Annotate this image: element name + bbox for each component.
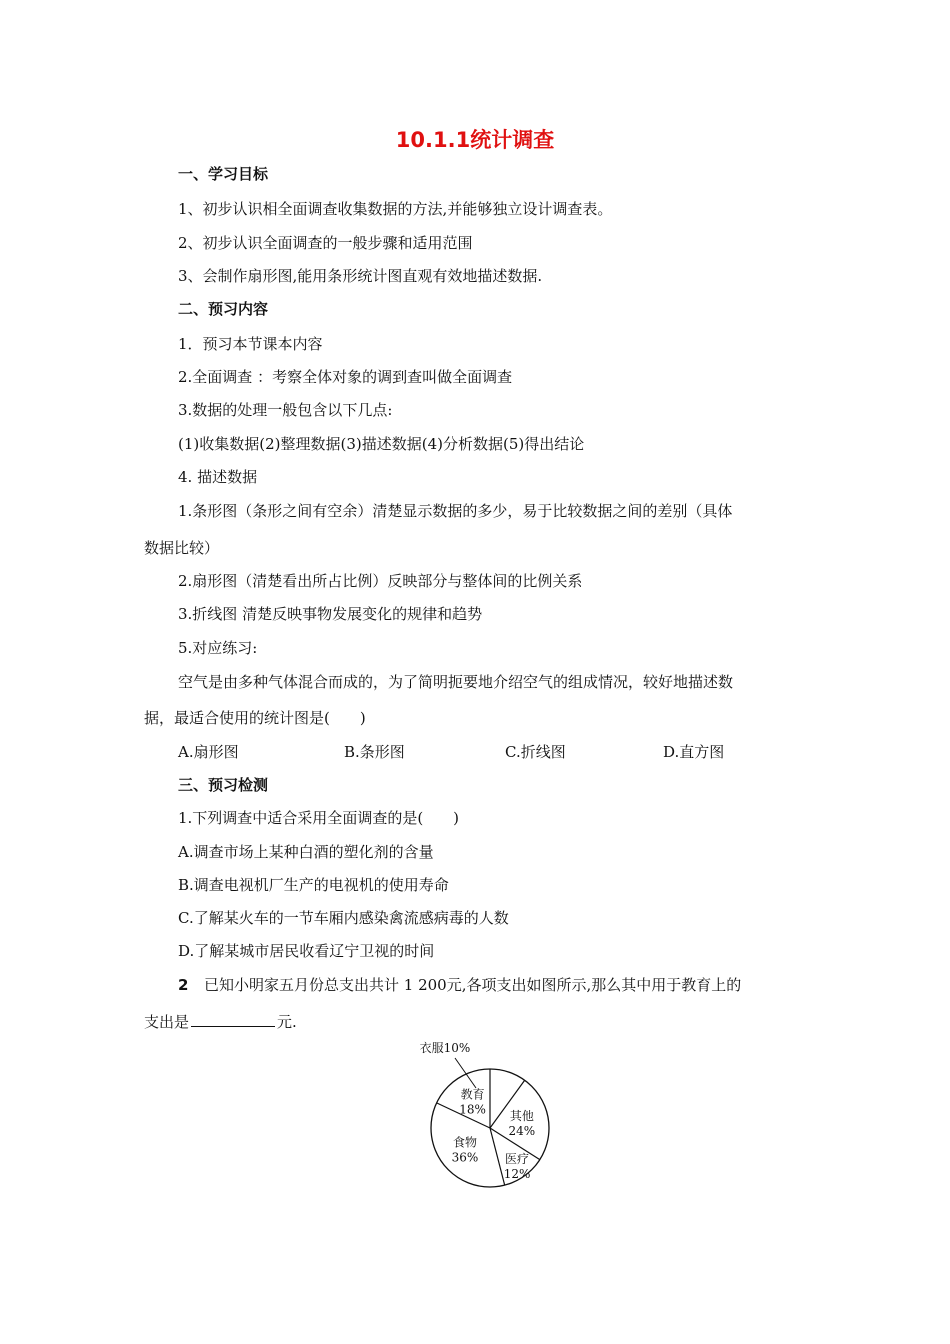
preview-line-6: 1.条形图（条形之间有空余）清楚显示数据的多少，易于比较数据之间的差别（具体: [178, 502, 733, 520]
preview-line-5: 4. 描述数据: [178, 468, 258, 486]
option-a: A.扇形图: [178, 743, 239, 761]
q2-stem-line2: [144, 1012, 297, 1032]
q1-option-b: B.调查电视机厂生产的电视机的使用寿命: [178, 876, 449, 894]
preview-line-11: 空气是由多种气体混合而成的，为了简明扼要地介绍空气的组成情况，较好地描述数: [178, 673, 734, 691]
goal-item-1: 1、初步认识相全面调查收集数据的方法,并能够独立设计调查表。: [178, 200, 613, 218]
q1-option-c: C.了解某火车的一节车厢内感染禽流感病毒的人数: [178, 909, 509, 927]
page-title: 10.1.1统计调查: [395, 128, 555, 152]
q2-stem-suffix: 元.: [277, 1013, 297, 1031]
preview-line-3: 3.数据的处理一般包含以下几点:: [178, 401, 393, 419]
option-b: B.条形图: [344, 743, 405, 761]
pie-value-其他: 24%: [508, 1123, 536, 1138]
preview-line-1: 1．预习本节课本内容: [178, 335, 323, 353]
option-d: D.直方图: [663, 743, 725, 761]
preview-line-7: 数据比较）: [144, 539, 220, 557]
answer-blank[interactable]: [191, 1012, 275, 1027]
section1-heading: 一、学习目标: [178, 165, 269, 183]
q2-stem-line1: 已知小明家五月份总支出共计 1 200元,各项支出如图所示,那么其中用于教育上的: [204, 976, 742, 994]
preview-line-12: 据，最适合使用的统计图是( ): [144, 709, 366, 727]
q1-option-a: A.调查市场上某种白酒的塑化剂的含量: [178, 843, 434, 861]
section2-heading: 二、预习内容: [178, 300, 269, 318]
section3-heading: 三、预习检测: [178, 776, 269, 794]
preview-line-10: 5.对应练习:: [178, 639, 258, 657]
pie-label-衣服: 衣服10%: [419, 1041, 471, 1055]
preview-line-8: 2.扇形图（清楚看出所占比例）反映部分与整体间的比例关系: [178, 572, 583, 590]
pie-value-教育: 18%: [459, 1102, 486, 1117]
pie-value-医疗: 12%: [503, 1167, 531, 1182]
q1-option-d: D.了解某城市居民收看辽宁卫视的时间: [178, 942, 435, 960]
q2-stem-prefix: 支出是: [144, 1013, 190, 1031]
option-c: C.折线图: [505, 743, 566, 761]
pie-value-食物: 36%: [451, 1150, 479, 1165]
pie-label-食物: 食物: [452, 1135, 478, 1150]
pie-label-其他: 其他: [509, 1108, 534, 1123]
expense-pie-chart: [405, 1038, 575, 1188]
preview-line-2: 2.全面调查 ：考察全体对象的调到查叫做全面调查: [178, 368, 513, 386]
preview-line-4: (1)收集数据(2)整理数据(3)描述数据(4)分析数据(5)得出结论: [178, 435, 585, 453]
goal-item-2: 2、初步认识全面调查的一般步骤和适用范围: [178, 234, 473, 252]
pie-label-医疗: 医疗: [505, 1152, 530, 1167]
pie-label-教育: 教育: [460, 1087, 485, 1102]
q1-stem: 1.下列调查中适合采用全面调查的是( ): [178, 809, 460, 827]
q2-number: 2: [178, 976, 189, 994]
pie-leader-line: [455, 1058, 476, 1088]
goal-item-3: 3、会制作扇形图,能用条形统计图直观有效地描述数据.: [178, 267, 543, 285]
preview-line-9: 3.折线图 清楚反映事物发展变化的规律和趋势: [178, 605, 483, 623]
